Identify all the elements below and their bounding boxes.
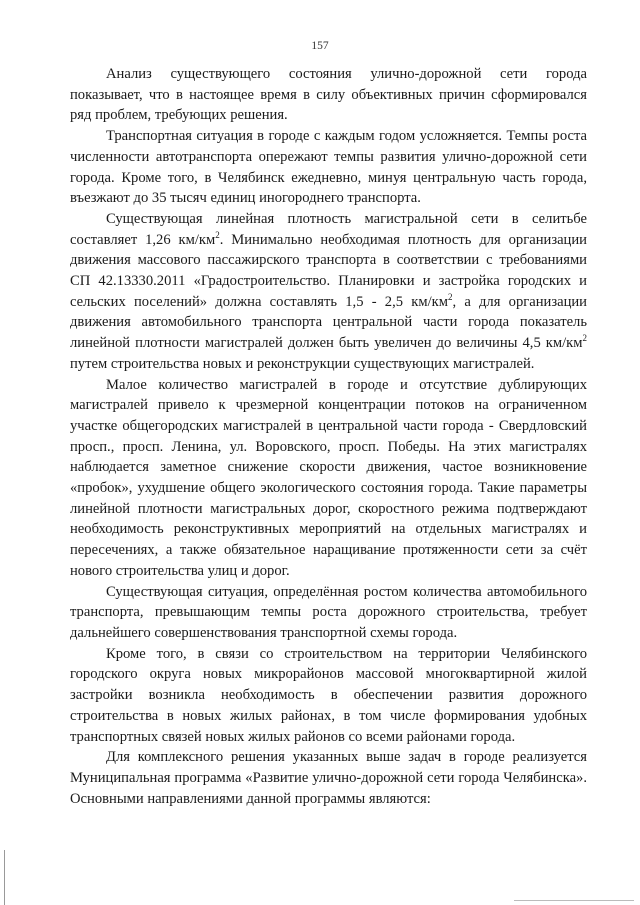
- superscript-2: 2: [447, 291, 453, 302]
- density-text-2: . Минимально необходимая плотность для организации движения массового пассажирского транспорта в соответствии с требованиями СП 42.13330.2011 «Градостроительство. Планировки и застройка городских и сельских поселений» должна составлять 1,5 - 2,5 км/км: [70, 231, 587, 310]
- superscript-2: 2: [582, 333, 587, 344]
- scan-edge-line: [514, 900, 634, 901]
- scan-edge-line: [4, 850, 5, 905]
- paragraph-transport-situation: Транспортная ситуация в городе с каждым годом усложняется. Темпы роста численности автотранспорта опережают темпы развития улично-дорожной сети города. Кроме того, в Челябинск ежедневно, минуя центральную часть города, въезжают до 35 тысяч единиц иногороднего транспорта.: [70, 128, 587, 207]
- superscript-2: 2: [215, 229, 220, 240]
- document-body: [70, 64, 587, 809]
- paragraph-analysis: Анализ существующего состояния улично-дорожной сети города показывает, что в настоящее время в силу объективных причин сформировался ряд проблем, требующих решения.: [70, 66, 587, 124]
- paragraph-arterial-congestion: Малое количество магистралей в городе и отсутствие дублирующих магистралей привело к чрезмерной концентрации потоков на ограниченном участке общегородских магистралей в центральной части города - Свердловский просп., просп. Ленина, ул. Воровского, просп. Победы. На этих магистралях наблюдается заметное снижение скорости движения, частое возникновение «пробок», ухудшение общего экологического состояния города. Такие параметры линейной плотности магистральных дорог, скоростного режима подтверждают необходимость реконструктивных мероприятий на отдельных магистралях и пересечениях, а также обязательное наращивание протяженности сети за счёт нового строительства улиц и дорог.: [70, 376, 587, 579]
- page-number: 157: [311, 40, 329, 52]
- paragraph-new-districts: Кроме того, в связи со строительством на территории Челябинского городского округа новых микрорайонов массовой многоквартирной жилой застройки возникла необходимость в обеспечении развития дорожного строительства в новых жилых районах, в том числе формирования удобных транспортных связей новых жилых районов со всеми районами города.: [70, 645, 587, 745]
- paragraph-network-density: [70, 209, 587, 375]
- density-text-4: путем строительства новых и реконструкции существующих магистралей.: [70, 355, 535, 372]
- paragraph-municipal-program: Для комплексного решения указанных выше задач в городе реализуется Муниципальная программа «Развитие улично-дорожной сети города Челябинска». Основными направлениями данной программы являются:: [70, 749, 587, 807]
- density-text-3: , а для организации движения автомобильного транспорта центральной части города показатель линейной плотности магистралей должен быть увеличен до величины 4,5 км/км: [70, 293, 587, 352]
- density-text-1: Существующая линейная плотность магистральной сети в селитьбе составляет 1,26 км/км: [70, 210, 587, 248]
- paragraph-growth-situation: Существующая ситуация, определённая ростом количества автомобильного транспорта, превышающим темпы роста дорожного строительства, требует дальнейшего совершенствования транспортной схемы города.: [70, 583, 587, 641]
